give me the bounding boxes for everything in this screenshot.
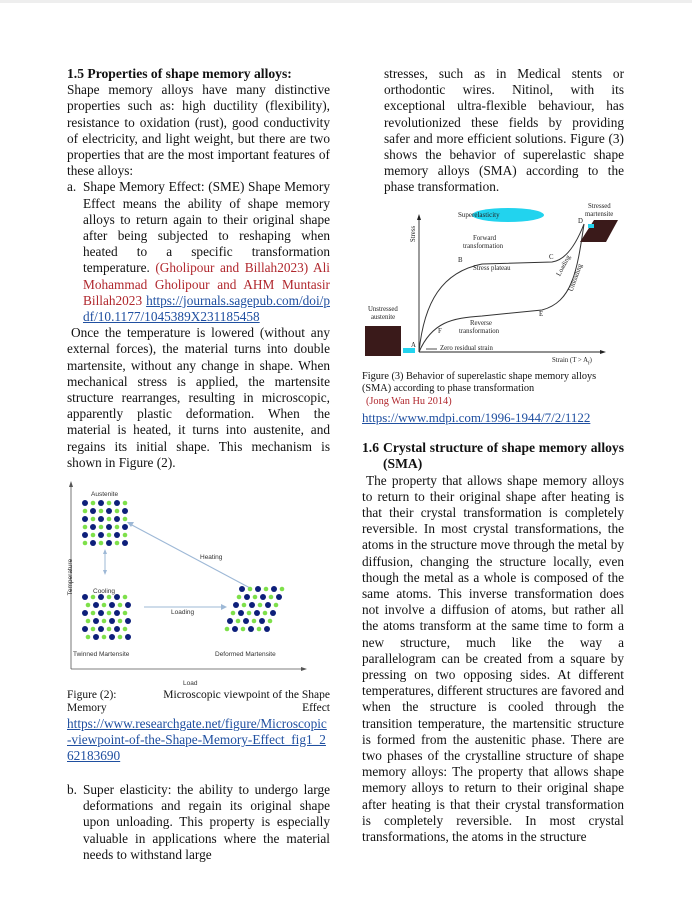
lattice-atom [236,619,241,624]
lattice-atom [82,626,88,632]
lattice-atom [83,509,88,514]
lattice-atom [99,525,104,530]
point-f: F [438,327,442,335]
lattice-atom [106,508,112,514]
left-column [67,66,330,863]
figure-2-source-link[interactable]: https://www.researchgate.net/figure/Microscopic-viewpoint-of-the-Shape-Memory-Effect_fig1_262183690 [67,716,327,764]
lattice-atom [98,532,104,538]
lattice-atom [260,594,266,600]
list-marker-b: b. [67,782,77,798]
lattice-atom [253,595,258,600]
lattice-atom [98,626,104,632]
lattice-atom [106,524,112,530]
lattice-atom [83,525,88,530]
lattice-atom [82,516,88,522]
deformed-martensite-label: Deformed Martensite [215,651,276,659]
lattice-atom [106,540,112,546]
lattice-atom [225,627,230,632]
lattice-atom [123,595,128,600]
unloading-curve-label: Unloading [567,262,585,293]
forward-label-2: transformation [463,242,504,250]
lattice-atom [269,595,274,600]
zero-residual-strain-label: Zero residual strain [440,344,493,352]
loading-curve-label: Loading [555,253,573,278]
load-axis-arrowhead [301,667,307,671]
lattice-atom [82,610,88,616]
lattice-atom [118,619,123,624]
lattice-atom [239,586,245,592]
figure-3-citation: (Jong Wan Hu 2014) [366,395,452,407]
lattice-atom [107,611,112,616]
lattice-atom [237,595,242,600]
list-item-a [67,179,330,325]
lattice-atom [82,594,88,600]
reverse-label-1: Reverse [470,319,492,327]
twinned-martensite-label: Twinned Martensite [73,651,130,659]
figure-3-diagram [362,202,624,367]
lattice-atom [102,635,107,640]
lattice-atom [231,611,236,616]
section-number-1-6: 1.6 [362,440,379,456]
lattice-atom [82,500,88,506]
sme-definition: Shape Memory Effect: (SME) Shape Memory Effect means the ability of shape memory alloys to return again to their original shape after being subjected to reshaping when heated to a specific transformation temperature. [83,179,330,276]
lattice-atom [241,627,246,632]
point-a: A [411,341,416,349]
twinned-martensite-lattice [82,594,131,640]
lattice-atom [115,525,120,530]
mechanism-paragraph: Once the temperature is lowered (without any external forces), the material turns into double martensite, without any change in shape. When mechanical stress is applied, the martensite structure rearranges, resulting in microscopic, apparently plastic deformation. When the material is heated, it turns into austenite, and regains its initial shape. This mechanism is shown in Figure (2). [67,325,330,470]
lattice-atom [102,603,107,608]
lattice-atom [248,587,253,592]
figure-3-source-link[interactable]: https://www.mdpi.com/1996-1944/7/2/1122 [362,410,591,426]
point-c: C [549,253,554,261]
lattice-atom [90,508,96,514]
point-e: E [539,310,544,318]
super-elasticity-text: Super elasticity: the ability to undergo large deformations and regain its original shape upon unloading. This property is especially valuable in applications where the material needs to withstand large [83,782,330,862]
figure-3 [362,202,624,367]
lattice-atom [122,508,128,514]
lattice-atom [123,501,128,506]
lattice-atom [123,533,128,538]
lattice-atom [114,532,120,538]
lattice-atom [90,524,96,530]
lattice-atom [280,587,285,592]
lattice-atom [123,627,128,632]
lattice-atom [98,610,104,616]
continued-paragraph: stresses, such as in Medical stents or orthodontic wires. Nitinol, with its exceptional ultra-flexible behaviour, has revolutionized these fields by providing safer and more efficient solutions. Figure (3) shows the behavior of superelastic shape memory alloys (SMA) according to the phase transformation. [384,66,624,195]
figure-2 [67,477,330,687]
lattice-atom [265,602,271,608]
stress-plateau-label: Stress plateau [473,264,511,272]
lattice-atom [258,603,263,608]
lattice-atom [99,541,104,546]
lattice-atom [86,619,91,624]
lattice-atom [114,610,120,616]
lattice-atom [243,618,249,624]
lattice-atom [102,619,107,624]
lattice-atom [264,626,270,632]
lattice-atom [98,516,104,522]
lattice-atom [259,618,265,624]
lattice-atom [125,602,131,608]
right-column [362,66,624,845]
cooling-label: Cooling [93,588,116,596]
lattice-atom [233,602,239,608]
lattice-atom [252,619,257,624]
lattice-atom [263,611,268,616]
lattice-atom [271,586,277,592]
unstressed-label-2: austenite [371,313,396,321]
austenite-lattice [82,500,128,546]
superelasticity-label: Superelasticity [458,210,500,219]
lattice-atom [109,634,115,640]
unstressed-austenite-block [365,326,401,356]
lattice-atom [107,627,112,632]
stress-axis-label: Stress [410,225,418,242]
lattice-atom [247,611,252,616]
unstressed-label-1: Unstressed [368,305,398,313]
load-axis-label: Load [183,680,198,688]
section-heading-1-5: 1.5 Properties of shape memory alloys: [67,66,292,81]
lattice-atom [125,634,131,640]
lattice-atom [249,602,255,608]
lattice-atom [82,532,88,538]
lattice-atom [264,587,269,592]
lattice-atom [118,603,123,608]
lattice-atom [99,509,104,514]
lattice-atom [268,619,273,624]
lattice-atom [242,603,247,608]
temperature-axis-arrowhead [69,481,73,487]
figure-2-caption-effect: Effect [302,702,330,715]
lattice-atom [238,610,244,616]
lattice-atom [257,627,262,632]
lattice-atom [123,517,128,522]
heating-label: Heating [200,554,223,562]
figure-2-caption-right: Microscopic viewpoint of the Shape [163,689,330,702]
stressed-label-1: Stressed [588,202,611,210]
lattice-atom [93,634,99,640]
lattice-atom [91,517,96,522]
figure-2-caption [67,689,330,715]
lattice-atom [83,541,88,546]
lattice-atom [91,533,96,538]
lattice-atom [254,610,260,616]
figure-2-caption-memory: Memory [67,702,107,715]
lattice-atom [114,516,120,522]
deformed-martensite-lattice [225,586,285,632]
lattice-atom [93,602,99,608]
figure-2-caption-left: Figure (2): [67,689,117,702]
lattice-atom [90,540,96,546]
lattice-atom [86,635,91,640]
strain-axis-label: Strain $(T > A_f)$ [552,356,592,366]
heating-arrow [130,524,250,588]
lattice-atom [107,517,112,522]
list-item-b [67,782,330,863]
lattice-atom [255,586,261,592]
lattice-atom [122,524,128,530]
lattice-atom [109,618,115,624]
loading-label: Loading [171,609,195,617]
point-d: D [578,217,583,225]
lattice-atom [118,635,123,640]
lattice-atom [122,540,128,546]
lattice-atom [91,627,96,632]
figure-3-caption: Figure (3) Behavior of superelastic shape memory alloys (SMA) according to phase transformation [362,370,597,395]
intro-paragraph: Shape memory alloys have many distinctive properties such as: high ductility (flexibility), resistance to oxidation (rust), good conductivity of electricity, and light weight, but there are two properties that are the most important features of these alloys: [67,82,330,179]
section-title-1-6: Crystal structure of shape memory alloys (SMA) [383,440,624,472]
reverse-label-2: transformation [459,327,500,335]
stressed-martensite-block [578,217,618,242]
temperature-axis-label: Temperature [67,558,75,596]
sme-citation: (Gholipour and Billah2023) Ali Mohammad Gholipour and AHM Muntasir Billah2023 [83,260,330,308]
lattice-atom [248,626,254,632]
lattice-atom [276,594,282,600]
lattice-atom [86,603,91,608]
lattice-atom [270,610,276,616]
lattice-atom [227,618,233,624]
lattice-atom [274,603,279,608]
lattice-atom [107,533,112,538]
lattice-atom [125,618,131,624]
lattice-atom [93,618,99,624]
crystal-structure-paragraph: The property that allows shape memory alloys to return to their original shape after heating is that their crystal transformation is completely reversible. In most crystal transformations, the atoms in the structure move through the metal by diffusion, changing the structure locally, even though the metal as a whole is composed of the same atoms. This inverse transformation does not involve a diffusion of atoms, but rather all the atoms transform at the same time to form a new structure, much like the way a parallelogram can be created from a square by pressing on two opposing sides. At different temperatures, different structures are favored and when the structure is cooled through the transition temperature, the martensitic structure is formed from the austenitic phase. There are two phases of the crystalline structure of shape memory alloys: The property that allows shape memory alloys to return to their original shape after heating is that their crystal transformation is completely reversible. In most crystal transformations, the atoms in the structure [362,472,624,844]
lattice-atom [244,594,250,600]
lattice-atom [91,611,96,616]
stressed-label-2: martensite [585,210,614,218]
lattice-atom [115,509,120,514]
lattice-atom [123,611,128,616]
sme-source-link[interactable]: https://journals.sagepub.com/doi/pdf/10.1177/1045389X231185458 [83,292,330,325]
lattice-atom [115,541,120,546]
list-marker-a: a. [67,179,77,195]
section-heading-1-6 [362,440,624,472]
lattice-atom [232,626,238,632]
top-edge-strip [0,0,692,3]
lattice-atom [109,602,115,608]
forward-label-1: Forward [473,234,497,242]
lattice-atom [114,626,120,632]
austenite-label: Austenite [91,491,119,499]
point-b: B [458,256,463,264]
